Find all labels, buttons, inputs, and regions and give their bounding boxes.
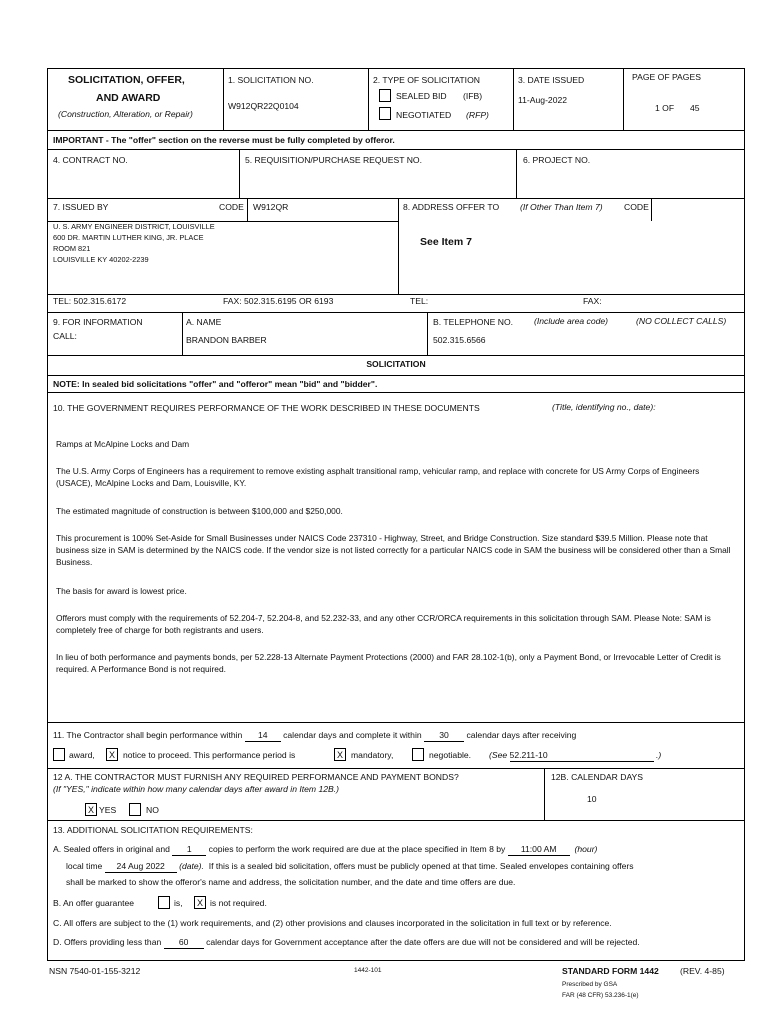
item13a-line2 <box>66 861 634 873</box>
item13a-line3: shall be marked to show the offeror's name and address, the solicitation number, and the date and time offers are due. <box>66 877 516 887</box>
item11-text-c: calendar days after receiving <box>466 730 577 740</box>
offer-tel: TEL: <box>410 296 429 306</box>
issuer-address-line: U. S. ARMY ENGINEER DISTRICT, LOUISVILLE <box>53 222 215 231</box>
rule <box>427 312 428 355</box>
issuer-address-line: 600 DR. MARTIN LUTHER KING, JR. PLACE <box>53 233 204 242</box>
sealed-bid-abbr: (IFB) <box>463 91 483 101</box>
item9-label-line1: 9. FOR INFORMATION <box>53 317 143 327</box>
item13a-text1: A. Sealed offers in original and <box>53 844 170 854</box>
guarantee-not-checkbox[interactable]: X <box>194 896 206 909</box>
bonds-no-label: NO <box>146 805 159 815</box>
complete-days-field[interactable]: 30 <box>424 730 464 742</box>
negotiable-label: negotiable. <box>429 750 472 760</box>
item13-label: 13. ADDITIONAL SOLICITATION REQUIREMENTS: <box>53 825 253 835</box>
sealed-bid-label: SEALED BID <box>396 91 447 101</box>
acceptance-days-field[interactable]: 60 <box>164 937 204 949</box>
sealed-bid-checkbox[interactable] <box>379 89 391 102</box>
rule <box>368 69 369 130</box>
form-code: 1442-101 <box>354 967 382 974</box>
item13b-label: B. An offer guarantee <box>53 898 135 908</box>
description-paragraph: In lieu of both performance and payments bonds, per 52.228-13 Alternate Payment Protections (2000) and FAR 28.102-1(b), only a Payment Bond, or Irrevocable Letter of Credit is required. A Performance Bond is not required. <box>56 652 721 674</box>
begin-days-field[interactable]: 14 <box>245 730 281 742</box>
date-label: (date). <box>179 861 204 871</box>
hour-label: (hour) <box>574 844 598 854</box>
sf1442-form <box>47 68 745 961</box>
rule <box>48 768 744 769</box>
solicitation-heading: SOLICITATION <box>366 359 426 369</box>
copies-field[interactable]: 1 <box>172 844 206 856</box>
item12a-label: 12 A. THE CONTRACTOR MUST FURNISH ANY REQUIRED PERFORMANCE AND PAYMENT BONDS? <box>53 772 459 782</box>
pages-value: 45 <box>690 103 700 113</box>
phone-label: B. TELEPHONE NO. <box>433 317 514 327</box>
description-paragraph: This procurement is 100% Set-Aside for Small Businesses under NAICS Code 237310 - Highway, Street, and Bridge Construction. Size standard $39.5 Million. Please note that business size in SAM is determined by the NAICS code. If the vendor size is not listed correctly for a particular NAICS code in SAM the business will be considered other than a Small Business. <box>56 533 731 567</box>
due-date-field[interactable]: 24 Aug 2022 <box>105 861 177 873</box>
important-note: IMPORTANT - The "offer" section on the reverse must be fully completed by offeror. <box>53 135 395 145</box>
guarantee-is-checkbox[interactable] <box>158 896 170 909</box>
rule <box>182 312 183 355</box>
issuer-address-line: ROOM 821 <box>53 244 91 253</box>
item5-label: 5. REQUISITION/PURCHASE REQUEST NO. <box>245 155 422 165</box>
form-title-sub: (Construction, Alteration, or Repair) <box>58 109 193 119</box>
contact-name: BRANDON BARBER <box>186 335 267 345</box>
rule <box>48 722 744 723</box>
due-time-field[interactable]: 11:00 AM <box>508 844 570 856</box>
name-label: A. NAME <box>186 317 222 327</box>
mandatory-label: mandatory, <box>351 750 394 760</box>
item7-code-value: W912QR <box>253 202 289 212</box>
item7-label: 7. ISSUED BY <box>53 202 109 212</box>
bonds-no-checkbox[interactable] <box>129 803 141 816</box>
mandatory-checkbox[interactable]: X <box>334 748 346 761</box>
item3-label: 3. DATE ISSUED <box>518 75 585 85</box>
phone-note-no-collect: (NO COLLECT CALLS) <box>636 316 727 326</box>
see-close: .) <box>655 750 662 760</box>
item13d-text2: calendar days for Government acceptance after the date offers are due will not be considered and will be rejected. <box>206 937 640 947</box>
item4-label: 4. CONTRACT NO. <box>53 155 128 165</box>
item6-label: 6. PROJECT NO. <box>523 155 591 165</box>
item12b-label: 12B. CALENDAR DAYS <box>551 772 644 782</box>
rule <box>48 375 744 376</box>
see-label: (See <box>489 750 508 760</box>
rule <box>48 294 744 295</box>
offer-fax: FAX: <box>583 296 602 306</box>
negotiated-checkbox[interactable] <box>379 107 391 120</box>
local-time-label: local time <box>66 861 103 871</box>
far-reference: FAR (48 CFR) 53.236-1(e) <box>562 992 639 999</box>
issuer-address-line: LOUISVILLE KY 40202-2239 <box>53 255 149 264</box>
item8-note: (If Other Than Item 7) <box>520 202 603 212</box>
guarantee-is-label: is, <box>174 898 183 908</box>
negotiated-abbr: (RFP) <box>466 110 489 120</box>
item13a-text2: copies to perform the work required are due at the place specified in Item 8 by <box>208 844 506 854</box>
negotiable-checkbox[interactable] <box>412 748 424 761</box>
negotiated-label: NEGOTIATED <box>396 110 452 120</box>
page-value: 1 OF <box>655 103 675 113</box>
form-revision: (REV. 4-85) <box>680 966 725 976</box>
guarantee-not-label: is not required. <box>210 898 267 908</box>
sealed-bid-note: NOTE: In sealed bid solicitations "offer" and "offeror" mean "bid" and "bidder". <box>53 379 378 389</box>
rule <box>48 198 744 199</box>
see-clause-field[interactable]: 52.211-10 <box>510 750 654 762</box>
item13a-text3: If this is a sealed bid solicitation, offers must be publicly opened at that time. Sealed envelopes containing offers <box>208 861 634 871</box>
nsn-number: NSN 7540-01-155-3212 <box>49 966 141 976</box>
rule <box>239 149 240 198</box>
rule <box>223 69 224 130</box>
item12a-note: (If "YES," indicate within how many calendar days after award in Item 12B.) <box>53 784 340 794</box>
rule <box>516 149 517 198</box>
see-clause <box>489 750 661 762</box>
prescribed-by: Prescribed by GSA <box>562 981 618 988</box>
description-paragraph: Ramps at McAlpine Locks and Dam <box>56 439 190 449</box>
rule <box>513 69 514 130</box>
solicitation-number: W912QR22Q0104 <box>228 101 299 111</box>
rule <box>544 768 545 820</box>
issuer-tel: TEL: 502.315.6172 <box>53 296 127 306</box>
item9-label-line2: CALL: <box>53 331 77 341</box>
description-paragraph: Offerors must comply with the requirements of 52.204-7, 52.204-8, and 52.232-33, and any other CCR/ORCA requirements in this solicitation through SAM. Please Note: SAM is completely free of charge for both registrants and users. <box>56 613 711 635</box>
contact-phone: 502.315.6566 <box>433 335 486 345</box>
form-name: STANDARD FORM 1442 <box>562 966 659 976</box>
award-checkbox[interactable] <box>53 748 65 761</box>
description-paragraph: The estimated magnitude of construction is between $100,000 and $250,000. <box>56 506 343 516</box>
item10-note: (Title, identifying no., date): <box>552 402 656 412</box>
item13d-text1: D. Offers providing less than <box>53 937 162 947</box>
form-title-line2: AND AWARD <box>96 92 161 104</box>
item13c-text: C. All offers are subject to the (1) work requirements, and (2) other provisions and clauses incorporated in the solicitation in full text or by reference. <box>53 918 612 928</box>
calendar-days-value: 10 <box>587 794 597 804</box>
item8-code-label: CODE <box>624 202 649 212</box>
rule <box>48 149 744 150</box>
rule <box>48 392 744 393</box>
notice-label: notice to proceed. This performance period is <box>123 750 296 760</box>
phone-note-area-code: (Include area code) <box>534 316 609 326</box>
bonds-yes-label: YES <box>99 805 117 815</box>
description-paragraph: The basis for award is lowest price. <box>56 586 187 596</box>
item13a-line1 <box>53 844 597 856</box>
description-paragraph: The U.S. Army Corps of Engineers has a requirement to remove existing asphalt transitional ramp, vehicular ramp, and replace with concrete for US Army Corps of Engineers (USACE), McAlpine Locks and Dam, Louisville, KY. <box>56 466 700 488</box>
rule <box>48 355 744 356</box>
item11-text-a: 11. The Contractor shall begin performance within <box>53 730 243 740</box>
rule <box>48 312 744 313</box>
item7-code-label: CODE <box>219 202 244 212</box>
notice-to-proceed-checkbox[interactable]: X <box>106 748 118 761</box>
item11-line1 <box>53 730 576 742</box>
rule <box>48 130 744 131</box>
item11-text-b: calendar days and complete it within <box>283 730 422 740</box>
item1-label: 1. SOLICITATION NO. <box>228 75 314 85</box>
form-title-line1: SOLICITATION, OFFER, <box>68 74 185 86</box>
page-label: PAGE OF PAGES <box>632 72 701 82</box>
item2-label: 2. TYPE OF SOLICITATION <box>373 75 480 85</box>
date-issued: 11-Aug-2022 <box>518 95 568 105</box>
bonds-yes-checkbox[interactable]: X <box>85 803 97 816</box>
rule <box>48 820 744 821</box>
rule <box>247 198 248 221</box>
issuer-fax: FAX: 502.315.6195 OR 6193 <box>223 296 334 306</box>
item8-value: See Item 7 <box>420 236 472 248</box>
item13d-line <box>53 937 640 949</box>
item10-label: 10. THE GOVERNMENT REQUIRES PERFORMANCE OF THE WORK DESCRIBED IN THESE DOCUMENTS <box>53 403 480 413</box>
item8-label: 8. ADDRESS OFFER TO <box>403 202 500 212</box>
rule <box>651 198 652 221</box>
rule <box>398 198 399 294</box>
award-label: award, <box>69 750 95 760</box>
rule <box>623 69 624 130</box>
